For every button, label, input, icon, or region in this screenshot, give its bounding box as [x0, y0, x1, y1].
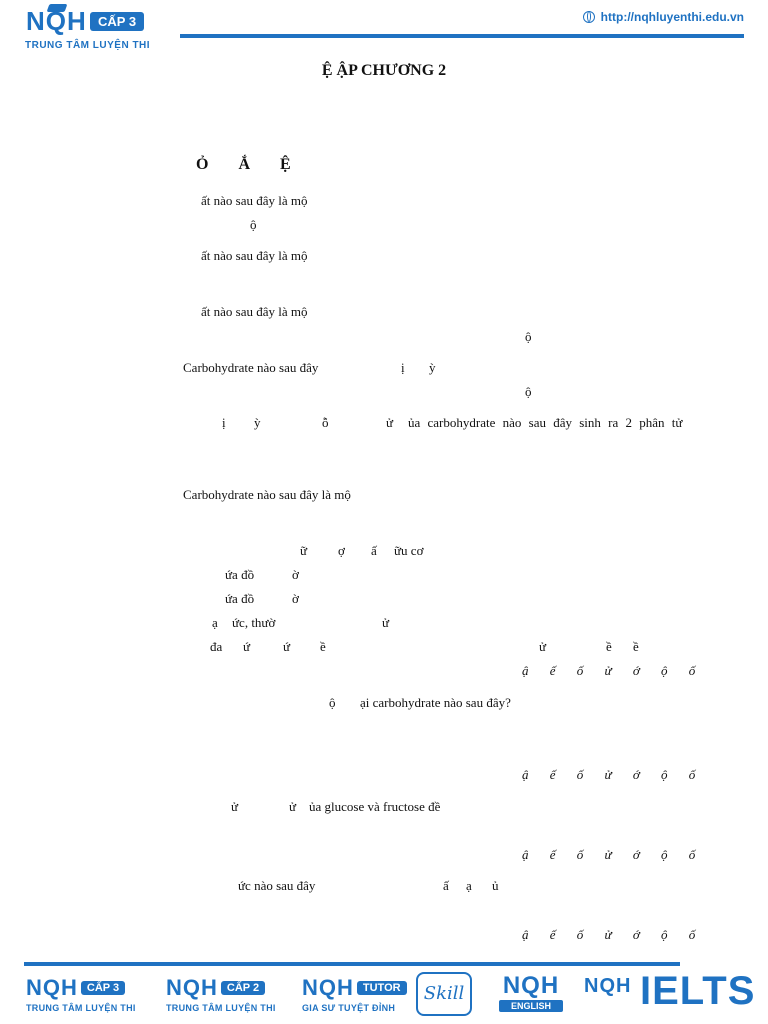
question-line: ộ [525, 329, 532, 344]
question-line: ủa carbohydrate nào sau đây sinh ra 2 phân tử [408, 415, 683, 430]
question-line: ử [231, 799, 239, 814]
footer-logo-wordmark: NQH [584, 975, 632, 997]
question-line: ạ [212, 615, 218, 630]
question-line: ạ [466, 878, 472, 893]
question-line: ấ [371, 543, 377, 558]
website-link[interactable] [583, 10, 744, 24]
footer-logo-english [499, 972, 563, 1012]
footer-logo-wordmark: NQH [26, 975, 78, 1000]
question-line: ất nào sau đây là mộ [201, 248, 308, 263]
question-line: ề [320, 639, 326, 654]
footer-logo-wordmark: NQH [502, 972, 560, 999]
question-line: ức nào sau đây [238, 878, 316, 893]
question-line: ề [606, 639, 612, 654]
question-line: ộ [525, 384, 532, 399]
question-line: ợ [338, 543, 345, 558]
footer-logo-cap3 [26, 975, 136, 1013]
footer-divider [24, 962, 680, 966]
footer-logo-badge: CẤP 2 [221, 981, 265, 995]
question-line: ất nào sau đây là mộ [201, 304, 308, 319]
question-line: Carbohydrate nào sau đây [183, 360, 319, 375]
answer-key-line: ậ ế ố ử ớ ộ ố [522, 767, 696, 782]
question-line: ứ [243, 639, 251, 654]
question-line: ại carbohydrate nào sau đây? [360, 695, 511, 710]
answer-key-line: ậ ế ố ử ớ ộ ố [522, 927, 696, 942]
footer-logo-subtitle: TRUNG TÂM LUYỆN THI [26, 1003, 136, 1013]
logo-subtitle: TRUNG TÂM LUYỆN THI [25, 40, 151, 51]
website-url: http://nqhluyenthi.edu.vn [600, 10, 744, 24]
question-line: ị [222, 415, 226, 430]
footer-logo-wordmark: NQH [302, 975, 354, 1000]
header-divider [180, 34, 744, 38]
footer-logo-wordmark: NQH [166, 975, 218, 1000]
question-line: ữu cơ [394, 543, 424, 558]
question-line: ề [633, 639, 639, 654]
question-line: ứa đồ [225, 567, 255, 582]
logo-wordmark: NQH [26, 6, 87, 36]
question-line: ộ [250, 217, 257, 232]
answer-key-line: ậ ế ố ử ớ ộ ố [522, 847, 696, 862]
question-line: ử [539, 639, 547, 654]
question-line: ấ [443, 878, 449, 893]
document-title: Ệ ẬP CHƯƠNG 2 [321, 62, 447, 79]
footer-logo-ielts [584, 969, 756, 1013]
section-heading: Ỏ Ắ Ệ [196, 156, 291, 173]
footer-logo-skill: Skill [416, 972, 472, 1016]
answer-key-line: ậ ế ố ử ớ ộ ố [522, 663, 696, 678]
question-line: ờ [292, 567, 299, 582]
footer-logo-cap2 [166, 975, 276, 1013]
question-line: ộ [329, 695, 336, 710]
question-line: ử [386, 415, 394, 430]
question-line: ử [382, 615, 390, 630]
footer-logo-ielts-text: IELTS [640, 969, 756, 1013]
question-line: ứ [283, 639, 291, 654]
question-line: ử [289, 799, 297, 814]
question-line: ất nào sau đây là mộ [201, 193, 308, 208]
footer-logo-subtitle: TRUNG TÂM LUYỆN THI [166, 1003, 276, 1013]
question-line: ỳ [429, 360, 436, 375]
question-line: Carbohydrate nào sau đây là mộ [183, 487, 351, 502]
question-line: ủa glucose và fructose đề [309, 799, 441, 814]
question-line: ị [401, 360, 405, 375]
footer-logo-tutor [302, 975, 407, 1013]
question-line: đa [210, 639, 223, 654]
globe-icon [583, 11, 595, 23]
question-line: ỳ [254, 415, 261, 430]
footer-logo-badge: CẤP 3 [81, 981, 125, 995]
question-line: ữ [300, 543, 308, 558]
question-line: ủ [492, 878, 499, 893]
question-line: ờ [292, 591, 299, 606]
question-line: ức, thườ [232, 615, 276, 630]
question-line: ỗ [322, 415, 329, 430]
question-line: ứa đồ [225, 591, 255, 606]
footer-logo-badge: TUTOR [357, 981, 407, 995]
footer-logo-subtitle: GIA SƯ TUYỆT ĐỈNH [302, 1003, 396, 1013]
footer-logo-badge: ENGLISH [499, 1000, 563, 1012]
logo-badge: CẤP 3 [90, 12, 144, 31]
